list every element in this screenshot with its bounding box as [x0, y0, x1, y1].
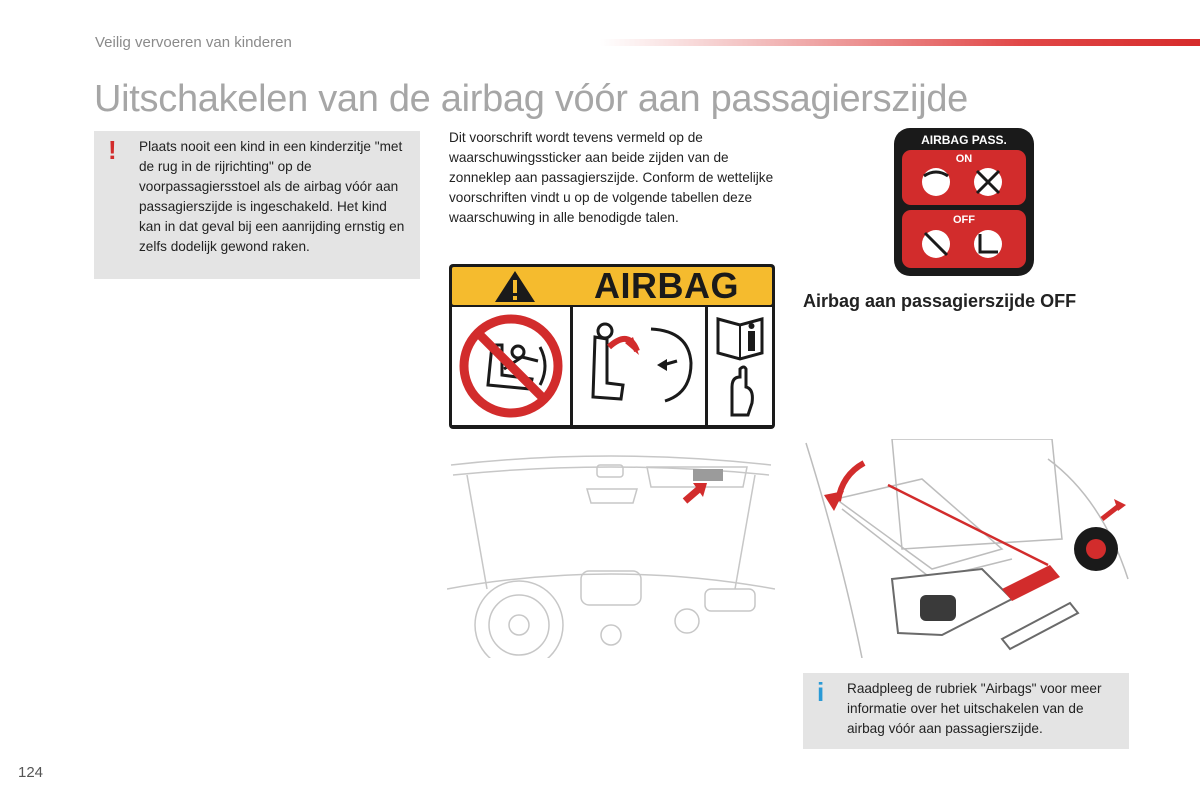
warning-text: Plaats nooit een kind in een kinderzitje "met de rug in de rijrichting" op de voorpassagiersstoel als de airbag vóór aan passagierszijde is ingeschakeld. Het kind kan in dat geval bij een aanrijding ernstig en zelfs dodelijk gewond raken.	[139, 139, 405, 254]
rear-facing-seat-prohibited-panel	[452, 307, 570, 425]
badge-on-text: ON	[955, 153, 973, 165]
info-icon: i	[817, 677, 825, 707]
no-rear-facing-child-seat-icon	[452, 307, 570, 425]
airbag-pass-switch-badge	[894, 128, 1034, 276]
airbag-on-icon	[922, 168, 950, 196]
airbag-banner-text: AIRBAG	[594, 265, 739, 306]
info-text: Raadpleeg de rubriek "Airbags" voor meer informatie over het uitschakelen van de airbag vóór aan passagierszijde.	[847, 681, 1102, 736]
dashboard-sun-visor-illustration	[447, 439, 775, 658]
manual-reference-panel	[708, 307, 772, 425]
airbag-deployment-panel	[573, 307, 705, 425]
warning-triangle-icon	[490, 267, 540, 305]
airbag-off-icon	[922, 230, 950, 258]
glove-box-key-switch-illustration	[802, 439, 1130, 658]
read-manual-icon	[708, 307, 772, 425]
airbag-banner	[452, 267, 772, 305]
badge-caption: Airbag aan passagierszijde OFF	[803, 291, 1077, 311]
info-box	[803, 673, 1129, 749]
intro-text: Dit voorschrift wordt tevens vermeld op de waarschuwingssticker aan beide zijden van de zonneklep aan passagierszijde. Conform de wettelijke voorschriften vindt u op de volgende tabellen deze waarschuwing in alle benodigde talen.	[449, 130, 774, 225]
section-label: Veilig vervoeren van kinderen	[95, 34, 292, 51]
warning-box	[94, 131, 420, 279]
child-seat-prohibited-icon	[974, 168, 1002, 196]
page-number: 124	[18, 764, 44, 781]
airbag-warning-label	[449, 264, 775, 429]
airbag-deployment-icon	[573, 307, 705, 425]
child-seat-allowed-icon	[974, 230, 1002, 258]
badge-off-text: OFF	[953, 214, 975, 226]
exclamation-icon: !	[108, 135, 117, 165]
badge-header-text: AIRBAG PASS.	[921, 133, 1007, 147]
page-title: Uitschakelen van de airbag vóór aan passagierszijde	[94, 78, 969, 120]
header-gradient-bar	[600, 39, 1200, 46]
